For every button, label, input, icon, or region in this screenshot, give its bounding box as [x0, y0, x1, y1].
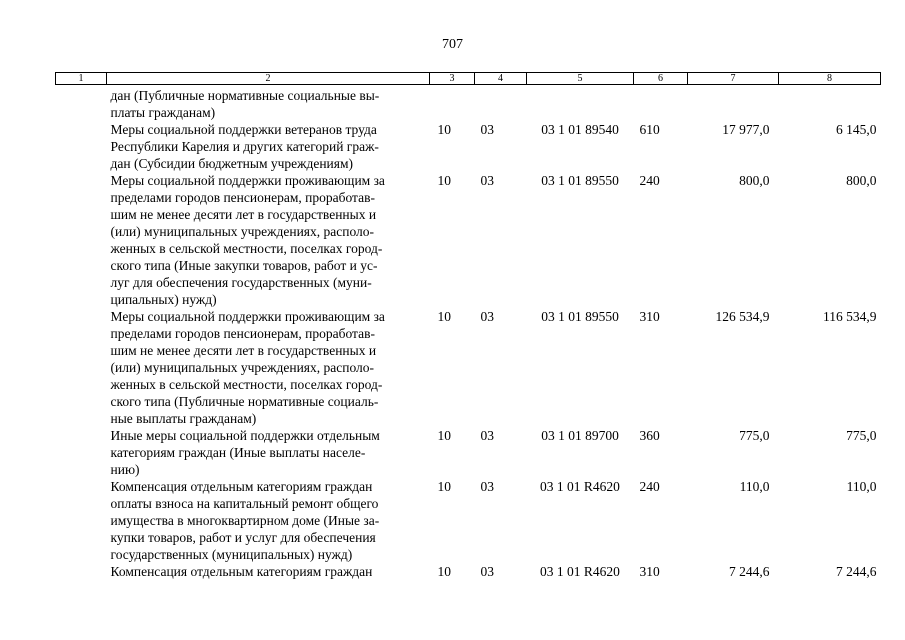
description-line: ского типа (Публичные нормативные социаль- [110, 394, 379, 409]
row-number-cell [56, 563, 107, 580]
target-code-cell: 03 1 01 89550 [541, 309, 619, 324]
row-description [107, 172, 430, 308]
description-line: дан (Субсидии бюджетным учреждениям) [110, 156, 354, 171]
amount-cell-8: 110,0 [846, 479, 877, 494]
section-cell: 10 [437, 309, 451, 324]
target-code-cell: 03 1 01 89700 [541, 428, 619, 443]
description-line: государственных (муниципальных) нужд) [110, 547, 353, 562]
amount-cell-8: 6 145,0 [836, 122, 877, 137]
description-line: шим не менее десяти лет в государственных и [110, 207, 377, 222]
description-line: оплаты взноса на капитальный ремонт общего [110, 496, 379, 511]
section-cell [430, 85, 475, 122]
section-cell: 10 [437, 173, 451, 188]
section-cell: 10 [437, 564, 451, 579]
description-line: Меры социальной поддержки проживающим за [110, 309, 385, 324]
header-cell-4: 4 [475, 73, 527, 85]
description-line: луг для обеспечения государственных (муни- [110, 275, 372, 290]
description-line: шим не менее десяти лет в государственных и [110, 343, 377, 358]
description-line: пределами городов пенсионерам, проработав- [110, 190, 375, 205]
row-number-cell [56, 308, 107, 427]
description-line: пределами городов пенсионерам, проработав- [110, 326, 375, 341]
table-row [56, 172, 881, 308]
description-line: женных в сельской местности, поселках город- [110, 241, 383, 256]
expense-type-cell: 240 [639, 173, 660, 188]
description-line: нию) [110, 462, 140, 477]
expense-type-cell: 310 [639, 564, 660, 579]
row-description [107, 308, 430, 427]
header-cell-3: 3 [430, 73, 475, 85]
description-line: женных в сельской местности, поселках город- [110, 377, 383, 392]
row-number-cell [56, 85, 107, 122]
amount-cell-8: 7 244,6 [836, 564, 877, 579]
description-line: платы гражданам) [110, 105, 216, 120]
expense-type-cell: 310 [639, 309, 660, 324]
amount-cell-8: 800,0 [846, 173, 877, 188]
subsection-cell: 03 [480, 309, 494, 324]
subsection-cell: 03 [480, 479, 494, 494]
table-row [56, 308, 881, 427]
subsection-cell [475, 85, 527, 122]
description-line: Меры социальной поддержки проживающим за [110, 173, 385, 188]
amount-cell-7: 126 534,9 [715, 309, 770, 324]
amount-cell-8: 775,0 [846, 428, 877, 443]
subsection-cell: 03 [480, 428, 494, 443]
row-number-cell [56, 427, 107, 478]
amount-cell-7: 800,0 [739, 173, 770, 188]
description-line: купки товаров, работ и услуг для обеспечения [110, 530, 376, 545]
section-cell: 10 [437, 122, 451, 137]
description-line: ципальных) нужд) [110, 292, 217, 307]
table-header-row [56, 73, 881, 85]
row-number-cell [56, 121, 107, 172]
target-code-cell: 03 1 01 R4620 [540, 564, 620, 579]
header-cell-8: 8 [779, 73, 881, 85]
table-row [56, 563, 881, 580]
subsection-cell: 03 [480, 173, 494, 188]
table-body [56, 85, 881, 581]
description-line: ского типа (Иные закупки товаров, работ и ус- [110, 258, 378, 273]
expense-type-cell [634, 85, 688, 122]
amount-cell-7: 110,0 [739, 479, 770, 494]
section-cell: 10 [437, 428, 451, 443]
target-code-cell: 03 1 01 89540 [541, 122, 619, 137]
row-description [107, 478, 430, 563]
description-line: Республики Карелия и других категорий граж- [110, 139, 379, 154]
table-row [56, 85, 881, 122]
expense-type-cell: 610 [639, 122, 660, 137]
description-line: (или) муниципальных учреждениях, располо- [110, 360, 375, 375]
amount-cell-8 [779, 85, 881, 122]
subsection-cell: 03 [480, 122, 494, 137]
description-line: категориям граждан (Иные выплаты населе- [110, 445, 366, 460]
table-row [56, 478, 881, 563]
row-description [107, 121, 430, 172]
description-line: дан (Публичные нормативные социальные вы- [110, 88, 380, 103]
budget-table [55, 72, 881, 580]
target-code-cell [527, 85, 634, 122]
description-line: ные выплаты гражданам) [110, 411, 257, 426]
amount-cell-7 [688, 85, 779, 122]
target-code-cell: 03 1 01 89550 [541, 173, 619, 188]
header-cell-5: 5 [527, 73, 634, 85]
description-line: Компенсация отдельным категориям граждан [110, 564, 373, 579]
amount-cell-7: 775,0 [739, 428, 770, 443]
row-description [107, 85, 430, 122]
description-line: Компенсация отдельным категориям граждан [110, 479, 373, 494]
amount-cell-8: 116 534,9 [823, 309, 877, 324]
row-number-cell [56, 172, 107, 308]
section-cell: 10 [437, 479, 451, 494]
description-line: (или) муниципальных учреждениях, располо- [110, 224, 375, 239]
expense-type-cell: 360 [639, 428, 660, 443]
table-row [56, 121, 881, 172]
description-line: Меры социальной поддержки ветеранов труда [110, 122, 377, 137]
row-number-cell [56, 478, 107, 563]
description-line: Иные меры социальной поддержки отдельным [110, 428, 380, 443]
description-line: имущества в многоквартирном доме (Иные за- [110, 513, 380, 528]
expense-type-cell: 240 [639, 479, 660, 494]
header-cell-1: 1 [56, 73, 107, 85]
header-cell-2: 2 [107, 73, 430, 85]
subsection-cell: 03 [480, 564, 494, 579]
header-cell-6: 6 [634, 73, 688, 85]
row-description [107, 563, 430, 580]
header-cell-7: 7 [688, 73, 779, 85]
amount-cell-7: 7 244,6 [729, 564, 770, 579]
amount-cell-7: 17 977,0 [722, 122, 770, 137]
table-row [56, 427, 881, 478]
page-number: 707 [442, 37, 463, 52]
target-code-cell: 03 1 01 R4620 [540, 479, 620, 494]
row-description [107, 427, 430, 478]
